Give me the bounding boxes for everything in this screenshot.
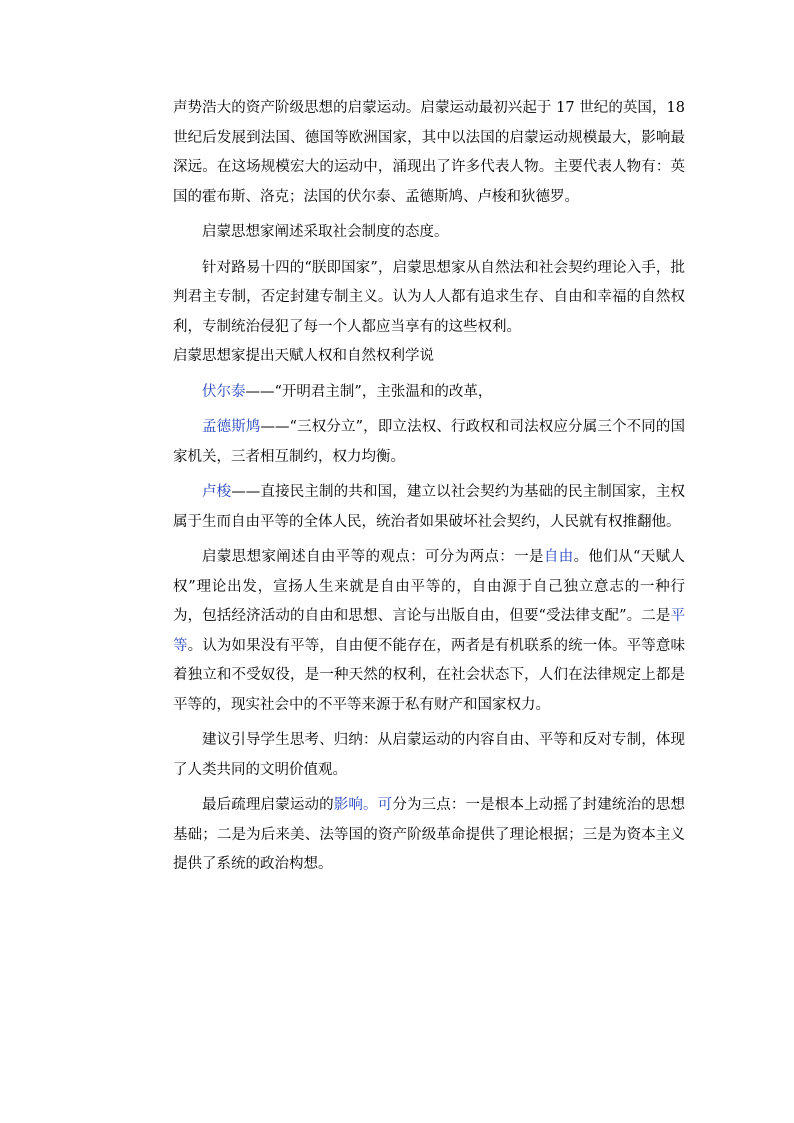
influence-text-2: 分为三点：一是根本上动摇了封建统治的思想基础；二是为后来美、法等国的资产阶级革命提供了理论根据；三是为资本主义提供了系统的政治构想。 [173, 797, 685, 872]
rousseau-name: 卢梭 [202, 484, 232, 500]
paragraph-rousseau [173, 478, 685, 537]
montesquieu-text: ——“三权分立”，即立法权、行政权和司法权应分属三个不同的国家机关，三者相互制约，权力均衡。 [173, 419, 686, 465]
paragraph-freedom-equality [173, 543, 685, 720]
keyword-can: 。可 [363, 797, 393, 813]
paragraph-voltaire [173, 378, 685, 408]
paragraph-montesquieu [173, 413, 685, 472]
keyword-equality: 平等 [173, 608, 685, 654]
voltaire-name: 伏尔泰 [202, 383, 246, 400]
paragraph-enlightenment-intro: 声势浩大的资产阶级思想的启蒙运动。启蒙运动最初兴起于 17 世纪的英国，18 世纪后发展到法国、德国等欧洲国家，其中以法国的启蒙运动规模最大，影响最深远。在这场规模宏大的运动中，涌现出了许多代表人物。主要代表人物有：英国的霍布斯、洛克；法国的伏尔泰、孟德斯鸠、卢梭和狄德罗。 [173, 100, 685, 205]
freedom-equality-text-1: 启蒙思想家阐述自由平等的观点：可分为两点：一是 [202, 549, 544, 565]
keyword-freedom: 自由 [543, 549, 574, 565]
voltaire-text: ——“开明君主制”，主张温和的改革， [245, 383, 493, 400]
influence-text-1: 最后疏理启蒙运动的 [202, 797, 334, 813]
paragraph-social-system-attitude: 启蒙思想家阐述采取社会制度的态度。 [202, 224, 449, 240]
paragraph-natural-law-critique [173, 254, 685, 343]
freedom-equality-text-2: 。他们从“天赋人权”理论出发，宣扬人生来就是自由平等的，自由源于自己独立意志的一种行为，包括经济活动的自由和思想、言论与出版自由，但要“受法律支配”。二是 [173, 549, 686, 624]
montesquieu-name: 孟德斯鸠 [202, 419, 261, 435]
paragraph-influence [173, 791, 685, 880]
keyword-influence: 影响 [333, 797, 364, 813]
paragraph-natural-rights-theory: 启蒙思想家提出天赋人权和自然权利学说 [173, 348, 434, 364]
document-body [173, 94, 685, 886]
paragraph-natural-law-text: 针对路易十四的“朕即国家”，启蒙思想家从自然法和社会契约理论入手，批判君主专制，否定封建专制主义。认为人人都有追求生存、自由和幸福的自然权利，专制统治侵犯了每一个人都应当享有的这些权利。 [173, 259, 685, 335]
freedom-equality-text-3: 。认为如果没有平等，自由便不能存在，两者是有机联系的统一体。平等意味着独立和不受奴役，是一种天然的权利，在社会状态下，人们在法律规定上都是平等的，现实社会中的不平等来源于私有财产和国家权力。 [173, 637, 686, 713]
rousseau-text: ——直接民主制的共和国，建立以社会契约为基础的民主制国家，主权属于生而自由平等的全体人民，统治者如果破坏社会契约，人民就有权推翻他。 [173, 484, 686, 530]
paragraph-guide-students: 建议引导学生思考、归纳：从启蒙运动的内容自由、平等和反对专制，体现了人类共同的文明价值观。 [173, 732, 685, 778]
